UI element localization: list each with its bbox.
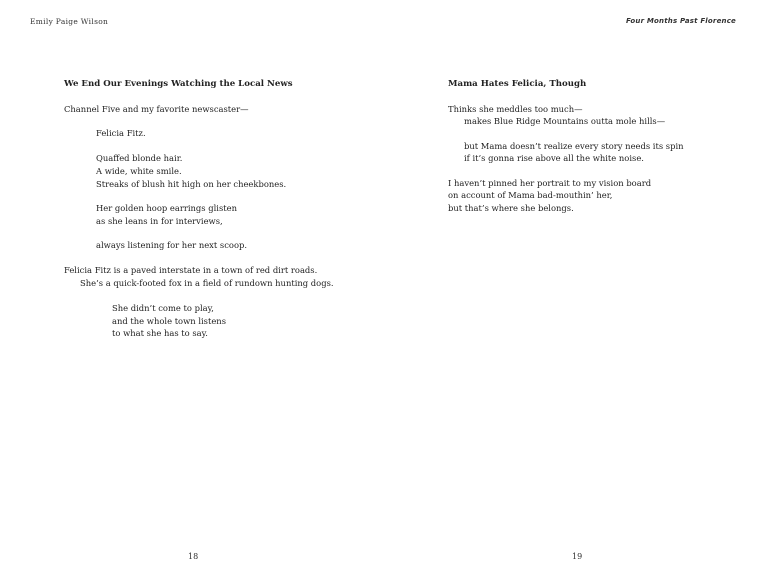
poem-line: if it’s gonna rise above all the white noise. [464, 153, 644, 163]
page-number: 19 [572, 552, 583, 561]
poem-line: She didn’t come to play, [112, 303, 214, 313]
poem-line: She’s a quick-footed fox in a field of rundown hunting dogs. [80, 278, 334, 288]
poem-line: but Mama doesn’t realize every story needs its spin [464, 141, 684, 151]
author-running-head: Emily Paige Wilson [30, 17, 109, 26]
poem-line: Felicia Fitz. [96, 128, 146, 138]
poem-line: Her golden hoop earrings glisten [96, 203, 237, 213]
poem-title: We End Our Evenings Watching the Local News [64, 79, 293, 89]
page-number: 18 [188, 552, 199, 561]
poem-line: always listening for her next scoop. [96, 240, 248, 250]
right-page [384, 0, 768, 576]
poem-line: Streaks of blush hit high on her cheekbones. [96, 179, 287, 189]
poem-line: Thinks she meddles too much— [448, 104, 583, 114]
poem-line: I haven’t pinned her portrait to my vision board [448, 178, 652, 188]
poem-line: to what she has to say. [112, 328, 208, 338]
poem-line: A wide, white smile. [96, 166, 182, 176]
poem-line: as she leans in for interviews, [96, 216, 223, 226]
poem-title: Mama Hates Felicia, Though [448, 79, 587, 89]
poem-line: Quaffed blonde hair. [96, 153, 183, 163]
book-title-running-head: Four Months Past Florence [625, 17, 736, 25]
poem-line: Felicia Fitz is a paved interstate in a town of red dirt roads. [64, 265, 318, 275]
poem-line: makes Blue Ridge Mountains outta mole hills— [464, 116, 666, 126]
poem-line: and the whole town listens [112, 316, 226, 326]
poem-line: but that’s where she belongs. [448, 203, 574, 213]
poem-line: Channel Five and my favorite newscaster— [64, 104, 249, 114]
poem-line: on account of Mama bad-mouthin’ her, [448, 190, 613, 200]
